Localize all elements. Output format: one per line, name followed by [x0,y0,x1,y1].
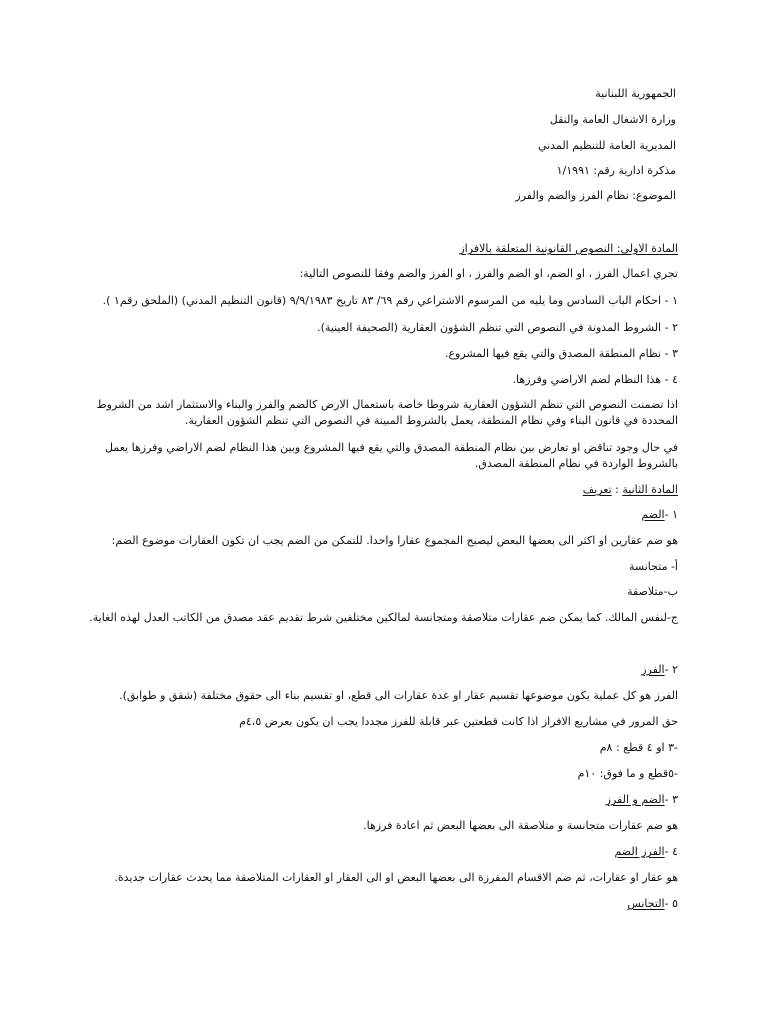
section-2-rule-2: -٥قطع و ما فوق: ١٠م [577,767,678,780]
section-1-item-c: ج-لنفس المالك. كما يمكن ضم عقارات متلاصقة ومتجانسة لمالكين مختلفين شرط تقديم عقد مصدق من الكاتب العدل لهذه الغاية. [89,611,678,624]
article1-heading [459,241,678,257]
section-3-definition: هو ضم عقارات متجانسة و متلاصقة الى بعضها البعض ثم اعادة فرزها. [363,819,678,832]
article1-para2-line2: بالشروط الواردة في نظام المنطقة المصدق. [474,457,678,470]
article2-heading [583,482,678,498]
section-4-number: ٤ - [664,845,678,858]
header-directorate: المديرية العامة للتنظيم المدني [537,139,676,152]
section-5-number: ٥ - [664,897,678,910]
section-3-number: ٣ - [664,793,678,806]
article1-heading-text: النصوص القانونية المتعلقة بالافراز [459,242,614,255]
subject-line: الموضوع: نظام الفرز والضم والفرز [515,189,676,202]
section-1-item-a: أ- متجانسة [629,560,678,573]
section-1-item-b: ب-متلاصقة [627,585,678,598]
section-1-definition: هو ضم عقارين او اكثر الى بعضها البعض ليصبح المجموع عقارا واحدا. للتمكن من الضم يجب ان تكون العقارات موضوع الضم: [111,534,678,547]
section-1-heading [641,507,678,523]
section-4-heading [614,844,678,860]
article2-heading-sep: : [611,483,623,496]
article2-heading-title: المادة الثانية [622,483,678,496]
section-3-heading [606,792,678,808]
article1-heading-sep: : [613,242,621,255]
article1-para1-line2: المحددة في قانون البناء وفي نظام المنطقة، يعمل بالشروط المبينة في النصوص التي تنظم الشؤون العقارية. [184,414,678,427]
section-5-heading [627,896,678,912]
section-2-number: ٢ - [664,663,678,676]
memo-number: مذكرة ادارية رقم: ١/١٩٩١ [556,164,676,177]
section-2-heading [641,662,678,678]
article2-heading-text: تعريف [582,483,612,496]
section-1-number: ١ - [664,508,678,521]
section-2-rule-1: -٣ او ٤ قطع : ٨م [599,741,678,754]
section-2-right-of-way: حق المرور في مشاريع الافراز اذا كانت قطعتين عبر قابلة للفرز مجددا يجب ان يكون بعرض ٤،٥م [239,715,678,728]
section-4-definition: هو عقار او عقارات، ثم ضم الاقسام المفرزة الى بعضها البعض او الى العقار او العقارات المتلاصقة مما يحدث عقارات جديدة. [114,871,678,884]
section-1-title: الضم [641,508,665,521]
article1-item-4: ٤ - هذا النظام لضم الاراضي وفرزها. [512,373,678,386]
section-5-title: التجانس [627,897,665,910]
article1-item-3: ٣ - نظام المنطقة المصدق والتي يقع فيها المشروع. [444,347,678,360]
header-ministry: وزارة الاشغال العامة والنقل [549,113,676,126]
article1-para1-line1: اذا تضمنت النصوص التي تنظم الشؤون العقارية شروطا خاصة باستعمال الارض كالضم والفرز والبناء والاستثمار اشد من الشروط [96,398,678,411]
section-3-title: الضم و الفرز [605,793,665,806]
section-4-title: الفرز الضم [614,845,665,858]
article1-heading-title: المادة الاولى [620,242,678,255]
article1-para2-line1: في حال وجود تناقض او تعارض بين نظام المنطقة المصدق والتي يقع فيها المشروع وبين هذا النظام لضم الاراضي وفرزها يعمل [105,441,678,454]
header-republic: الجمهورية اللبنانية [595,87,676,100]
article1-item-2: ٢ - الشروط المدونة في النصوص التي تنظم الشؤون العقارية (الصحيفة العينية). [317,321,678,334]
section-2-title: الفرز [641,663,665,676]
section-2-definition: الفرز هو كل عملية يكون موضوعها تقسيم عقار او عدة عقارات الى قطع، او تقسيم بناء الى حقوق مختلفة (شقق و طوابق). [119,689,678,702]
article1-intro: تجري اعمال الفرز ، او الضم، او الضم والفرز ، او الفرز والضم وفقا للنصوص التالية: [299,267,678,280]
article1-item-1: ١ - احكام الباب السادس وما يليه من المرسوم الاشتراعي رقم ٦٩/ ٨٣ تاريخ ٩/٩/١٩٨٣ (قانون التنظيم المدني) (الملحق رقم١ ). [102,294,678,307]
